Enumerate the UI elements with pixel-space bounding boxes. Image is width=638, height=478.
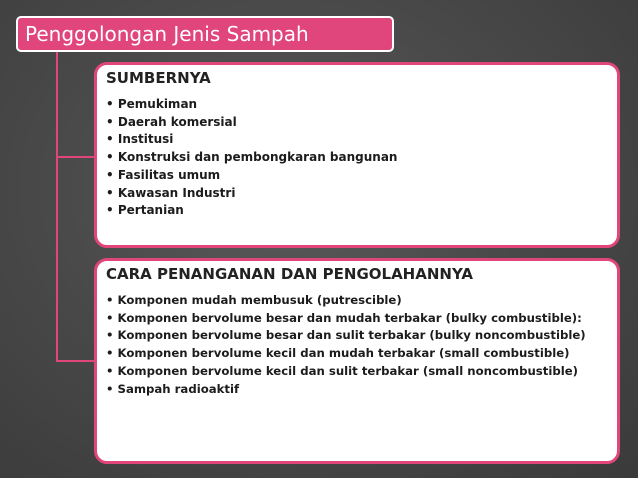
list-item: • Komponen bervolume kecil dan mudah terbakar (small combustible) [106, 345, 617, 363]
list-item: • Pertanian [106, 202, 617, 220]
list-item: • Konstruksi dan pembongkaran bangunan [106, 149, 617, 167]
list-item: • Komponen bervolume besar dan sulit terbakar (bulky noncombustible) [106, 327, 617, 345]
list-item: • Daerah komersial [106, 114, 617, 132]
list-sumbernya [106, 96, 617, 220]
list-cara-penanganan [106, 292, 617, 398]
list-item: • Fasilitas umum [106, 167, 617, 185]
box-cara-penanganan [94, 258, 620, 464]
list-item: • Sampah radioaktif [106, 381, 617, 399]
list-item: • Komponen bervolume kecil dan sulit terbakar (small noncombustible) [106, 363, 617, 381]
box-heading-sumbernya: SUMBERNYA [106, 69, 211, 87]
connector-vertical [56, 52, 58, 362]
connector-branch-penanganan [56, 360, 96, 362]
list-item: • Institusi [106, 131, 617, 149]
box-heading-cara-penanganan: CARA PENANGANAN DAN PENGOLAHANNYA [106, 265, 473, 283]
diagram-title: Penggolongan Jenis Sampah [16, 16, 394, 52]
list-item: • Komponen mudah membusuk (putrescible) [106, 292, 617, 310]
list-item: • Pemukiman [106, 96, 617, 114]
box-sumbernya [94, 62, 620, 248]
connector-branch-sumbernya [56, 156, 96, 158]
list-item: • Kawasan Industri [106, 185, 617, 203]
list-item: • Komponen bervolume besar dan mudah terbakar (bulky combustible): [106, 310, 617, 328]
